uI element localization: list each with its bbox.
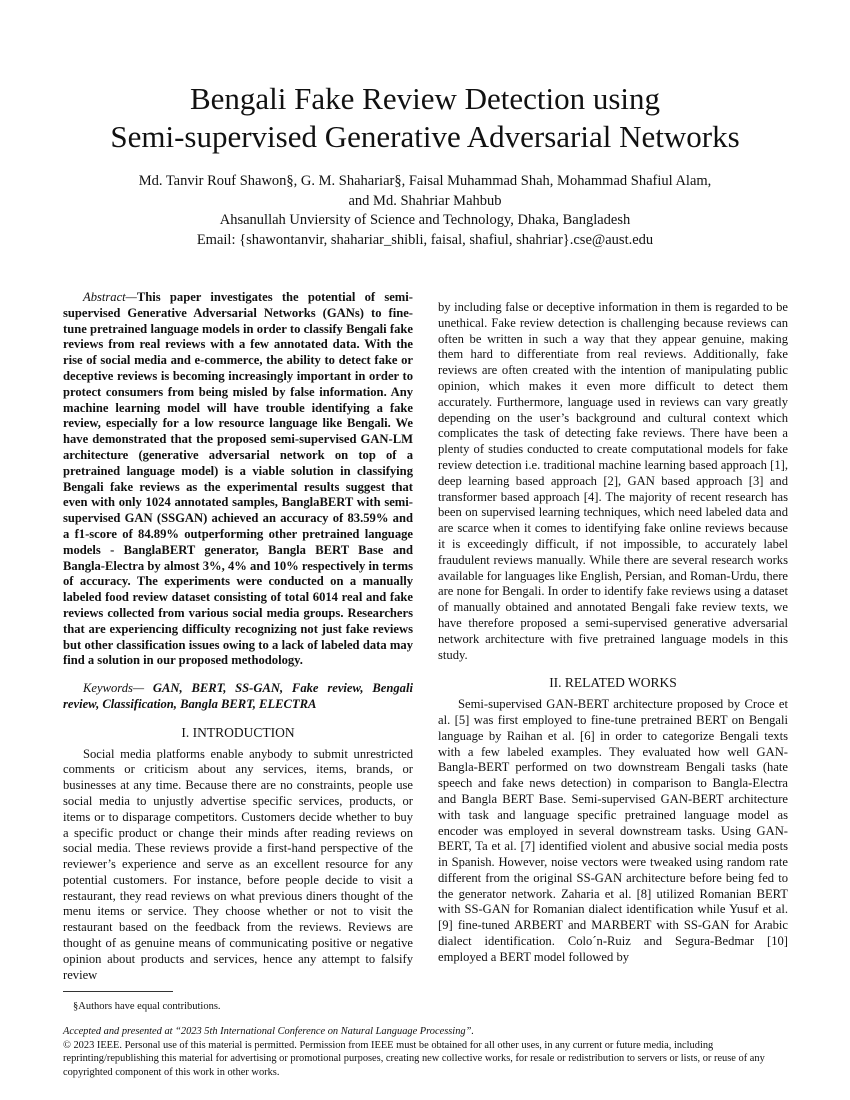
title-line-2: Semi-supervised Generative Adversarial Networks	[110, 119, 740, 154]
right-column	[438, 300, 788, 966]
paper-title	[60, 80, 790, 156]
title-line-1: Bengali Fake Review Detection using	[189, 81, 661, 116]
keywords-text: GAN, BERT, SS-GAN, Fake review, Bengali review, Classification, Bangla BERT, ELECTRA	[63, 681, 413, 711]
affiliation: Ahsanullah Unviersity of Science and Technology, Dhaka, Bangladesh	[219, 212, 631, 228]
footnote-divider	[63, 991, 173, 992]
abstract	[63, 290, 413, 669]
authors-line-2: and Md. Shahriar Mahbub	[348, 192, 502, 209]
introduction-continued: by including false or deceptive information in them is regarded to be unethical. Fake review detection is challenging because reviews can often be written in such a way that they appear genuine, making them hard to differentiate from real reviews. Additionally, fake reviews are often created with the intention of manipulating public opinion, which makes it even more difficult to detect them accurately. Furthermore, language used in reviews can vary greatly depending on the user’s background and cultural context which complicates the task of detecting fake reviews. There have been a plenty of studies conducted to create computational models for fake review detection i.e. traditional machine learning based approach [1], deep learning based approach [2], GAN based approach [3] and transformer based approach [4]. The majority of recent research has been on supervised learning techniques, which need labeled data and are scarce when it comes to identifying fake online reviews because it is exceedingly difficult, if not impossible, to accurately label fraudulent reviews manually. While there are several research works available for languages like English, Persian, and Roman-Urdu, there are none for Bengali. In order to identify fake reviews using a dataset of manually obtained and annotated Bengali fake review texts, we have therefore proposed a semi-supervised generative adversarial network architecture with five pretrained language models in this study.	[438, 300, 788, 662]
copyright-notice: © 2023 IEEE. Personal use of this material is permitted. Permission from IEEE must be obtained for all other uses, in any current or future media, including reprinting/republishing this material for advertising or promotional purposes, creating new collective works, for resale or redistribution to servers or lists, or reuse of any copyrighted component of this work in other works.	[63, 1039, 765, 1078]
abstract-label: Abstract—	[83, 290, 137, 304]
authors-line-1: Md. Tanvir Rouf Shawon§, G. M. Shahariar§, Faisal Muhammad Shah, Mohammad Shafiul Alam,	[138, 173, 712, 189]
footnote: §Authors have equal contributions.	[73, 1001, 221, 1013]
accepted-note: Accepted and presented at “2023 5th International Conference on Natural Language Processing”.	[63, 1026, 474, 1037]
page-footer	[63, 1025, 793, 1079]
keywords	[63, 681, 413, 713]
abstract-text: This paper investigates the potential of semi-supervised Generative Adversarial Networks (GANs) to fine-tune pretrained language models in order to classify Bengali fake reviews from real reviews with a few annotated data. With the rise of social media and e-commerce, the ability to detect fake or deceptive reviews is becoming increasingly important in order to protect consumers from being misled by false information. Any machine learning model will have trouble identifying a fake review, especially for a low resource language like Bengali. We have demonstrated that the proposed semi-supervised GAN-LM architecture (generative adversarial network on top of a pretrained language model) is a viable solution in classifying Bengali fake reviews as the experimental results suggest that even with only 1024 annotated samples, BanglaBERT with semi-supervised GAN (SSGAN) achieved an accuracy of 83.59% and a f1-score of 84.89% outperforming other pretrained language models - BanglaBERT generator, Bangla BERT Base and Bangla-Electra by almost 3%, 4% and 10% respectively in terms of accuracy. The experiments were conducted on a manually labeled food review dataset consisting of total 6014 real and fake reviews collected from various social media groups. Researchers that are experiencing difficulty recognizing not just fake reviews but other classification issues owing to a lack of labeled data may find a solution in our proposed methodology.	[63, 290, 413, 668]
email: Email: {shawontanvir, shahariar_shibli, faisal, shafiul, shahriar}.cse@aust.edu	[196, 231, 654, 248]
section-heading-related-works: II. RELATED WORKS	[549, 675, 677, 691]
keywords-label: Keywords—	[83, 681, 153, 696]
author-block	[60, 172, 790, 250]
introduction-paragraph: Social media platforms enable anybody to submit unrestricted comments or criticism about any services, items, brands, or businesses at any time. Because there are no constraints, people use social media to unjustly advertise specific services, products, or items or to disparage competitors. Customers decide whether to buy a specific product or change their minds after reading reviews on social media. These reviews provide a first-hand perspective of the reviewer’s experience and serve as an excellent resource for any potential customers. For instance, before people decide to visit a restaurant, they read reviews on what previous diners thought of the menu items or service. They choose whether or not to visit the restaurant based on the feedback from the reviews. Reviews are thought of as genuine means of communicating positive or negative opinion about products and services, hence any attempt to falsify review	[63, 746, 413, 982]
section-heading-introduction: I. INTRODUCTION	[181, 724, 295, 740]
left-column	[63, 290, 413, 1014]
related-works-paragraph: Semi-supervised GAN-BERT architecture proposed by Croce et al. [5] was first employed to fine-tune pretrained BERT on Bengali language by Raihan et al. [6] in order to categorize Bengali texts with a few labeled examples. They evaluated how well GAN-Bangla-BERT performed on two downstream Bengali tasks (hate speech and fake news detection) in comparison to Bangla-Electra and Bangla BERT Base. Semi-supervised GAN-BERT architecture with task and language specific pretrained language model as encoder was employed in several downstream tasks. Using GAN-BERT, Ta et al. [7] identified violent and abusive social media posts in Spanish. However, noise vectors were tweaked using random rate different from the original SS-GAN architecture before being fed to the generator network. Zaharia et al. [8] utilized Romanian BERT with SS-GAN for Romanian dialect identification while Yusuf et al. [9] fine-tuned ARBERT and MARBERT with SS-GAN for Arabic dialect identification. Colo´n-Ruiz and Segura-Bedmar [10] employed a BERT model followed by	[438, 697, 788, 964]
